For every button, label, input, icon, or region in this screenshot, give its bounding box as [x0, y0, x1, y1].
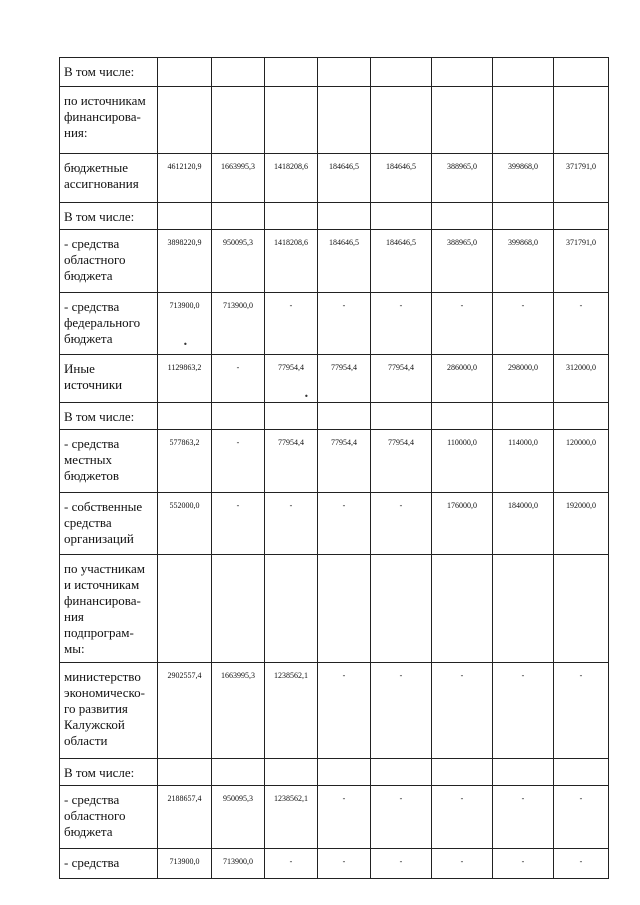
financing-table [59, 57, 609, 879]
table-row [60, 849, 609, 879]
table-row [60, 555, 609, 663]
table-row [60, 403, 609, 430]
value-cell: - [212, 493, 265, 555]
value-cell: 371791,0 [554, 230, 609, 293]
row-label: - средства местных бюджетов [60, 430, 158, 493]
value-cell [493, 203, 554, 230]
value-cell [493, 403, 554, 430]
value-cell: 4612120,9 [158, 154, 212, 203]
value-cell: 1238562,1 [265, 663, 318, 759]
row-label: В том числе: [60, 759, 158, 786]
value-cell: 2902557,4 [158, 663, 212, 759]
value-cell: 298000,0 [493, 355, 554, 403]
value-cell: 552000,0 [158, 493, 212, 555]
value-cell: 399868,0 [493, 230, 554, 293]
value-cell: 950095,3 [212, 230, 265, 293]
value-cell: - [265, 493, 318, 555]
value-cell: 110000,0 [432, 430, 493, 493]
value-cell: - [554, 663, 609, 759]
value-cell [493, 58, 554, 87]
value-cell [493, 555, 554, 663]
value-cell [493, 759, 554, 786]
row-label: В том числе: [60, 203, 158, 230]
value-cell: 950095,3 [212, 786, 265, 849]
row-label: В том числе: [60, 403, 158, 430]
value-cell [432, 403, 493, 430]
value-cell: 371791,0 [554, 154, 609, 203]
value-cell: 1663995,3 [212, 663, 265, 759]
table-row [60, 154, 609, 203]
value-cell: - [493, 663, 554, 759]
value-cell [212, 58, 265, 87]
value-cell: 1418208,6 [265, 230, 318, 293]
value-cell [265, 203, 318, 230]
value-cell: - [265, 293, 318, 355]
value-cell: - [493, 849, 554, 879]
value-cell: - [318, 493, 371, 555]
row-label: - средства федерального бюджета [60, 293, 158, 355]
value-cell: 286000,0 [432, 355, 493, 403]
value-cell [554, 58, 609, 87]
table-row [60, 87, 609, 154]
value-cell: - [371, 786, 432, 849]
value-cell [554, 555, 609, 663]
value-cell: - [265, 849, 318, 879]
value-cell: 713900,0 [158, 293, 212, 355]
value-cell: - [432, 849, 493, 879]
value-cell: 388965,0 [432, 154, 493, 203]
value-cell [318, 555, 371, 663]
value-cell [158, 759, 212, 786]
value-cell [432, 759, 493, 786]
value-cell: - [371, 663, 432, 759]
value-cell [554, 203, 609, 230]
value-cell [265, 403, 318, 430]
value-cell: 192000,0 [554, 493, 609, 555]
value-cell: 1663995,3 [212, 154, 265, 203]
value-cell [318, 87, 371, 154]
value-cell: 713900,0 [212, 849, 265, 879]
value-cell: 176000,0 [432, 493, 493, 555]
value-cell: 184000,0 [493, 493, 554, 555]
value-cell: - [432, 663, 493, 759]
value-cell [318, 759, 371, 786]
table-row [60, 230, 609, 293]
value-cell: - [554, 786, 609, 849]
value-cell [158, 87, 212, 154]
value-cell [432, 555, 493, 663]
value-cell [371, 58, 432, 87]
table-row [60, 786, 609, 849]
row-label: по участникам и источникам финансирова-ния подпрограм-мы: [60, 555, 158, 663]
value-cell: - [432, 786, 493, 849]
table-row [60, 663, 609, 759]
value-cell [432, 58, 493, 87]
table-row [60, 430, 609, 493]
value-cell: - [371, 849, 432, 879]
value-cell: 114000,0 [493, 430, 554, 493]
value-cell [432, 203, 493, 230]
value-cell: - [212, 355, 265, 403]
value-cell: - [212, 430, 265, 493]
value-cell [212, 759, 265, 786]
value-cell: 77954,4 [265, 355, 318, 403]
value-cell: 388965,0 [432, 230, 493, 293]
value-cell [318, 58, 371, 87]
table-body [60, 58, 609, 879]
table-row [60, 355, 609, 403]
value-cell [318, 203, 371, 230]
value-cell: 1238562,1 [265, 786, 318, 849]
value-cell [554, 87, 609, 154]
row-label: по источникам финансирова-ния: [60, 87, 158, 154]
value-cell [212, 203, 265, 230]
table-row [60, 58, 609, 87]
value-cell: 184646,5 [371, 230, 432, 293]
value-cell: - [554, 849, 609, 879]
value-cell [158, 203, 212, 230]
row-label: В том числе: [60, 58, 158, 87]
value-cell [212, 555, 265, 663]
value-cell: 120000,0 [554, 430, 609, 493]
value-cell: - [318, 786, 371, 849]
value-cell: - [432, 293, 493, 355]
value-cell [158, 403, 212, 430]
value-cell: 1129863,2 [158, 355, 212, 403]
value-cell [371, 759, 432, 786]
value-cell: 3898220,9 [158, 230, 212, 293]
scan-speck: • [304, 392, 309, 401]
value-cell [371, 203, 432, 230]
value-cell [493, 87, 554, 154]
value-cell: - [318, 663, 371, 759]
value-cell: - [371, 293, 432, 355]
value-cell [212, 87, 265, 154]
value-cell: 184646,5 [318, 154, 371, 203]
value-cell: 77954,4 [265, 430, 318, 493]
value-cell: 1418208,6 [265, 154, 318, 203]
value-cell [554, 403, 609, 430]
value-cell: 713900,0 [212, 293, 265, 355]
value-cell: - [371, 493, 432, 555]
value-cell: - [318, 849, 371, 879]
value-cell: 184646,5 [371, 154, 432, 203]
value-cell [212, 403, 265, 430]
value-cell: 2188657,4 [158, 786, 212, 849]
value-cell [265, 58, 318, 87]
table-row [60, 759, 609, 786]
value-cell: 184646,5 [318, 230, 371, 293]
table-row [60, 493, 609, 555]
value-cell [265, 87, 318, 154]
value-cell [265, 555, 318, 663]
value-cell: 713900,0 [158, 849, 212, 879]
row-label: бюджетные ассигнования [60, 154, 158, 203]
value-cell [371, 555, 432, 663]
value-cell: 77954,4 [318, 355, 371, 403]
value-cell [158, 555, 212, 663]
value-cell: 577863,2 [158, 430, 212, 493]
row-label: министерство экономическо-го развития Калужской области [60, 663, 158, 759]
value-cell [371, 403, 432, 430]
value-cell [265, 759, 318, 786]
value-cell: 399868,0 [493, 154, 554, 203]
value-cell [432, 87, 493, 154]
value-cell: - [554, 293, 609, 355]
value-cell [371, 87, 432, 154]
row-label: - средства [60, 849, 158, 879]
value-cell: 77954,4 [371, 355, 432, 403]
row-label: - собственные средства организаций [60, 493, 158, 555]
value-cell: 77954,4 [318, 430, 371, 493]
row-label: - средства областного бюджета [60, 786, 158, 849]
value-cell: - [493, 786, 554, 849]
table-row [60, 293, 609, 355]
value-cell: 77954,4 [371, 430, 432, 493]
row-label: - средства областного бюджета [60, 230, 158, 293]
value-cell: - [318, 293, 371, 355]
value-cell: 312000,0 [554, 355, 609, 403]
table-row [60, 203, 609, 230]
value-cell: - [493, 293, 554, 355]
value-cell [318, 403, 371, 430]
row-label: Иные источники [60, 355, 158, 403]
value-cell [158, 58, 212, 87]
value-cell [554, 759, 609, 786]
scan-speck: • [183, 340, 188, 349]
